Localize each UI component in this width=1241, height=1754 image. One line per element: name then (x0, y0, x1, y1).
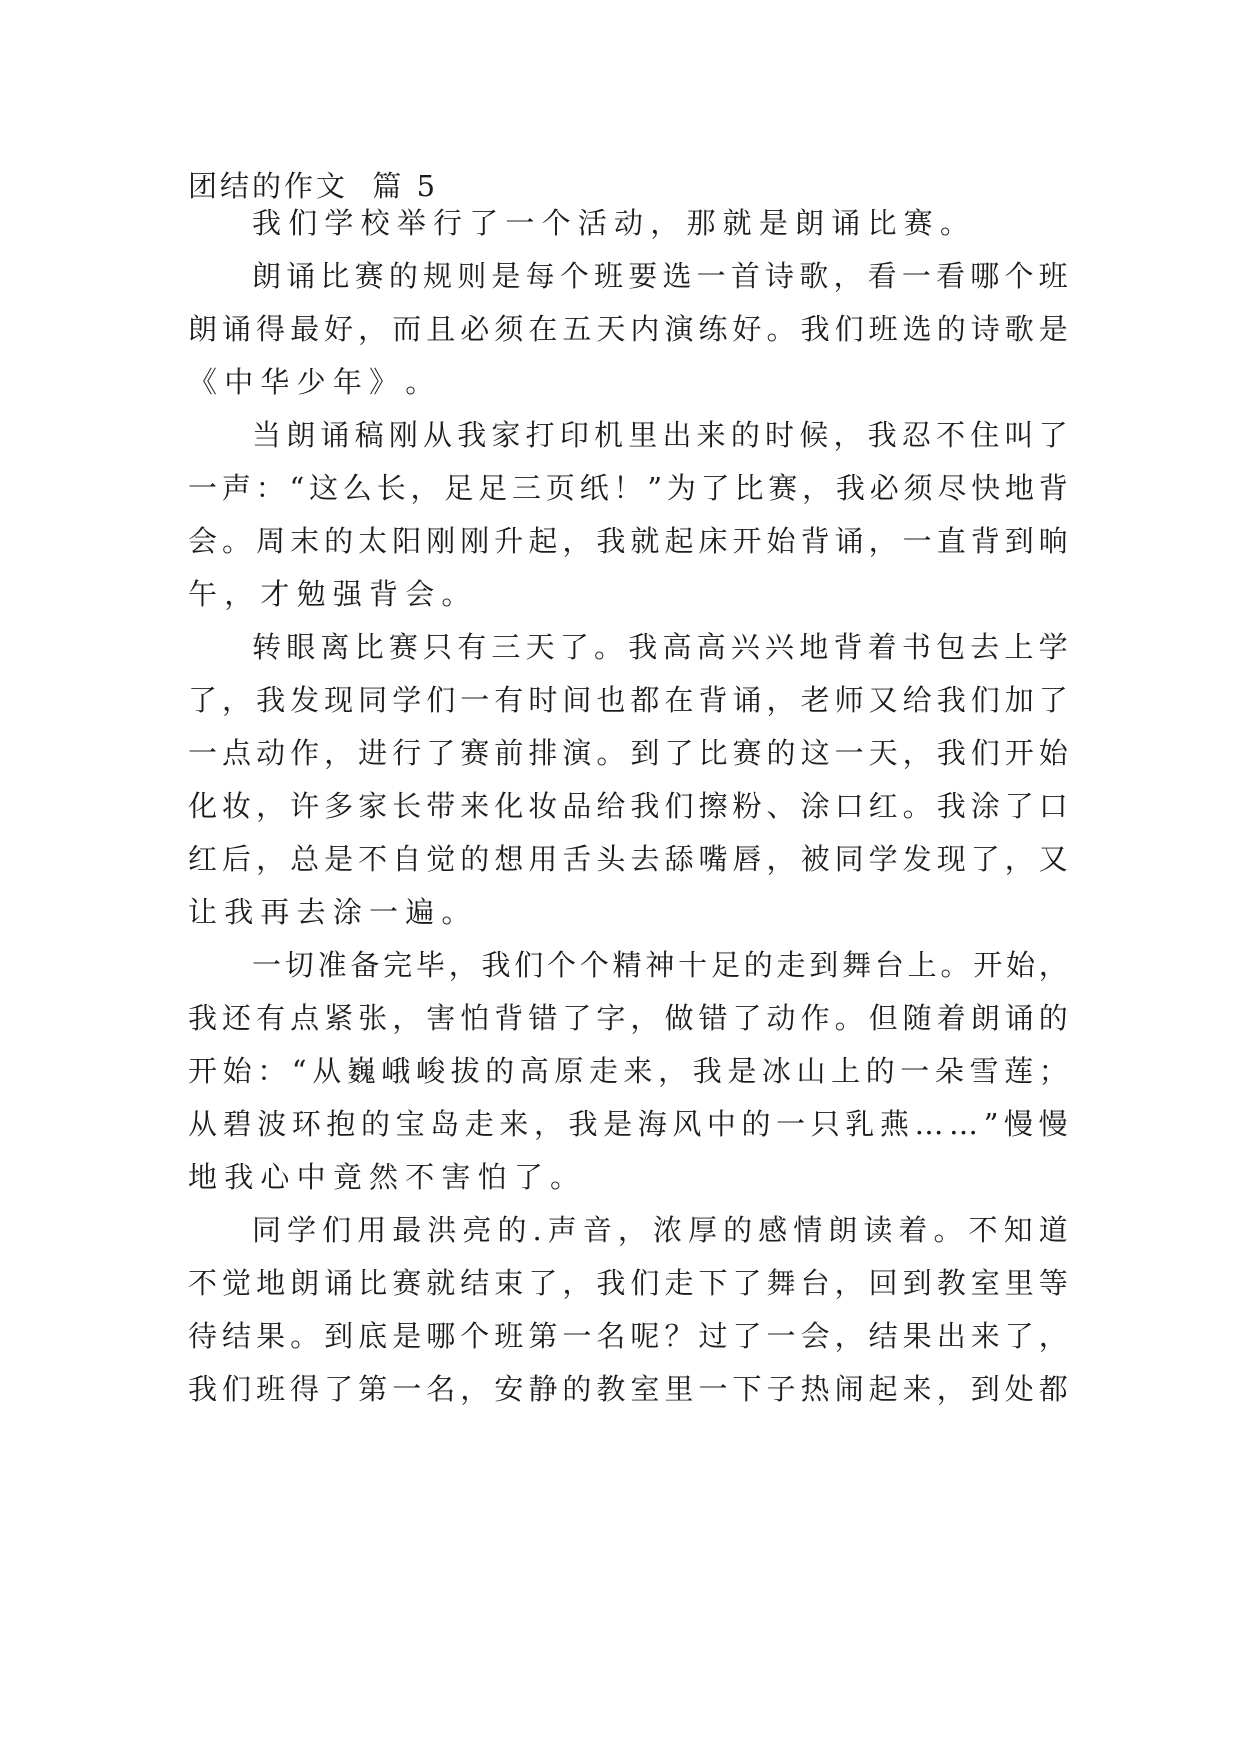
text-line: 让 我 再 去 涂 一 遍 。 (188, 895, 471, 929)
text-line: 转 眼 离 比 赛 只 有 三 天 了 。 我 高 高 兴 兴 地 背 着 书 包 去 上 学 (252, 630, 1068, 664)
text-line: 《 中 华 少 年 》 。 (188, 365, 435, 399)
text-line: 我 们 学 校 举 行 了 一 个 活 动 ， 那 就 是 朗 诵 比 赛 。 (252, 206, 969, 240)
text-line: 我 还 有 点 紧 张 ， 害 怕 背 错 了 字 ， 做 错 了 动 作 。 但 随 着 朗 诵 的 (188, 1001, 1068, 1035)
text-line: 同 学 们 用 最 洪 亮 的 . 声 音 ， 浓 厚 的 感 情 朗 读 着 。 不 知 道 (252, 1213, 1068, 1247)
text-line: 我 们 班 得 了 第 一 名 ， 安 静 的 教 室 里 一 下 子 热 闹 起 来 ， 到 处 都 (188, 1372, 1068, 1406)
text-line: 午 ， 才 勉 强 背 会 。 (188, 577, 471, 611)
text-line: 了 ， 我 发 现 同 学 们 一 有 时 间 也 都 在 背 诵 ， 老 师 又 给 我 们 加 了 (188, 683, 1068, 717)
text-line: 一 点 动 作 ， 进 行 了 赛 前 排 演 。 到 了 比 赛 的 这 一 天 ， 我 们 开 始 (188, 736, 1068, 770)
text-line: 朗 诵 得 最 好 ， 而 且 必 须 在 五 天 内 演 练 好 。 我 们 班 选 的 诗 歌 是 (188, 312, 1068, 346)
text-line: 从 碧 波 环 抱 的 宝 岛 走 来 ， 我 是 海 风 中 的 一 只 乳 燕 … … ” 慢 慢 (188, 1107, 1068, 1141)
text-line: 一 声 ： “ 这 么 长 ， 足 足 三 页 纸 ！ ” 为 了 比 赛 ， 我 必 须 尽 快 地 背 (188, 471, 1068, 505)
text-line: 地 我 心 中 竟 然 不 害 怕 了 。 (188, 1160, 580, 1194)
text-line: 不 觉 地 朗 诵 比 赛 就 结 束 了 ， 我 们 走 下 了 舞 台 ， 回 到 教 室 里 等 (188, 1266, 1068, 1300)
essay-title: 团结的作文 篇 5 (188, 169, 439, 203)
text-line: 朗 诵 比 赛 的 规 则 是 每 个 班 要 选 一 首 诗 歌 ， 看 一 看 哪 个 班 (252, 259, 1068, 293)
text-line: 开 始 ： “ 从 巍 峨 峻 拔 的 高 原 走 来 ， 我 是 冰 山 上 的 一 朵 雪 莲 ； (188, 1054, 1068, 1088)
text-line: 待 结 果 。 到 底 是 哪 个 班 第 一 名 呢 ？ 过 了 一 会 ， 结 果 出 来 了 ， (188, 1319, 1068, 1353)
text-line: 红 后 ， 总 是 不 自 觉 的 想 用 舌 头 去 舔 嘴 唇 ， 被 同 学 发 现 了 ， 又 (188, 842, 1068, 876)
text-line: 当 朗 诵 稿 刚 从 我 家 打 印 机 里 出 来 的 时 候 ， 我 忍 不 住 叫 了 (252, 418, 1068, 452)
text-line: 化 妆 ， 许 多 家 长 带 来 化 妆 品 给 我 们 擦 粉 、 涂 口 红 。 我 涂 了 口 (188, 789, 1068, 823)
text-line: 会 。 周 末 的 太 阳 刚 刚 升 起 ， 我 就 起 床 开 始 背 诵 ， 一 直 背 到 晌 (188, 524, 1068, 558)
text-line: 一 切 准 备 完 毕 ， 我 们 个 个 精 神 十 足 的 走 到 舞 台 上 。 开 始 ， (252, 948, 1068, 982)
